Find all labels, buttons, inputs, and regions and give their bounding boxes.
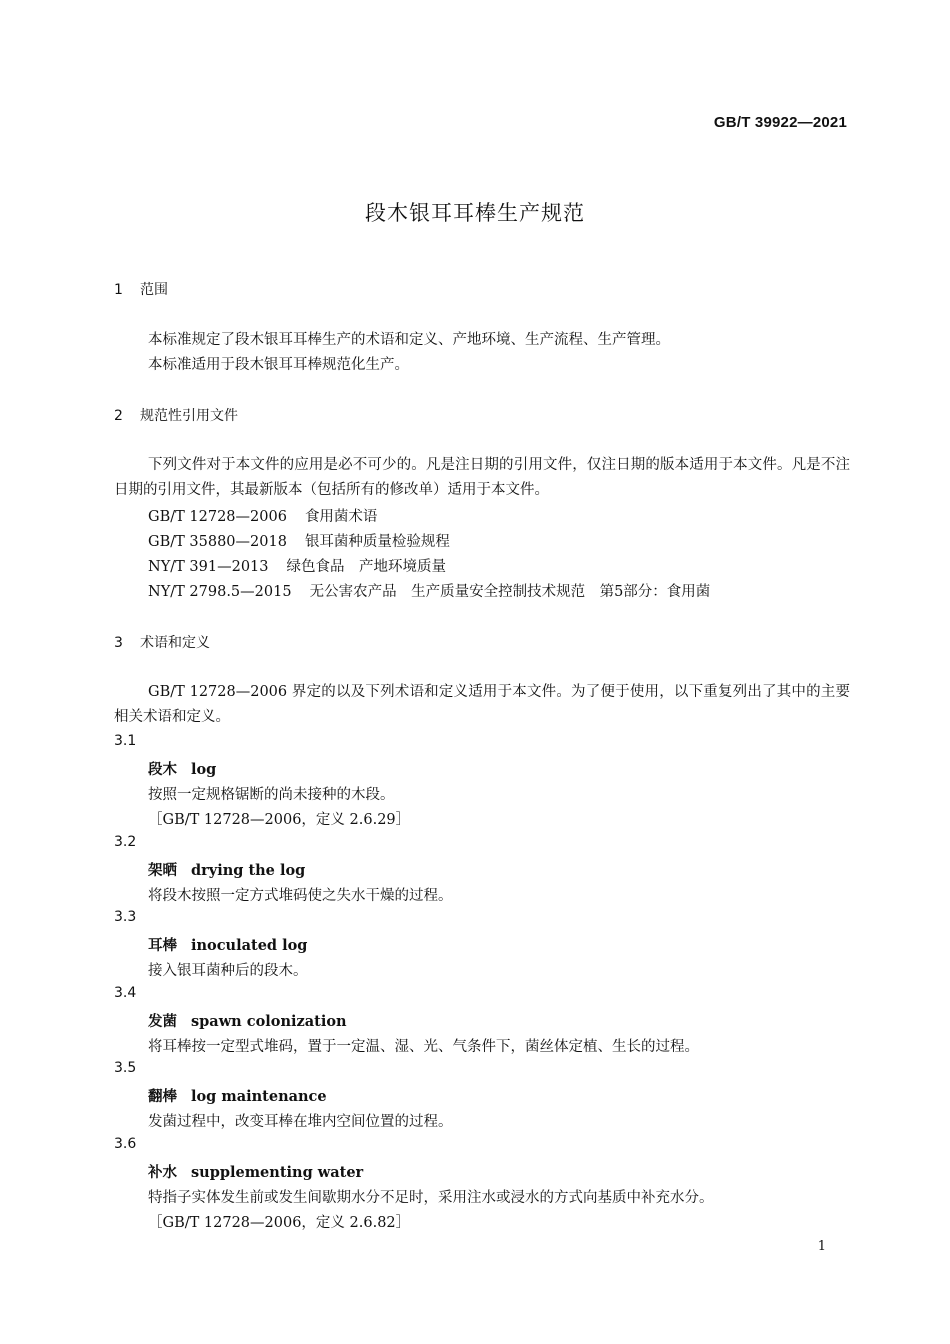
reference-title: 无公害农产品 生产质量安全控制技术规范 第5部分：食用菌: [309, 584, 711, 600]
term-number: 3.4: [114, 985, 137, 1001]
term-name: [148, 758, 216, 779]
section-1-heading: [114, 279, 168, 299]
reference-code: NY/T 391—2013: [148, 559, 269, 575]
page-number: 1: [817, 1239, 826, 1254]
scope-paragraph-2: 本标准适用于段木银耳耳棒规范化生产。: [148, 357, 409, 373]
term-name: [148, 934, 307, 955]
term-chinese: 耳棒: [148, 937, 177, 954]
term-english: spawn colonization: [191, 1013, 347, 1030]
document-title: 段木银耳耳棒生产规范: [365, 201, 585, 225]
term-chinese: 补水: [148, 1164, 177, 1181]
section-number: 3: [114, 635, 123, 651]
reference-title: 绿色食品 产地环境质量: [286, 559, 447, 575]
term-definition: 特指子实体发生前或发生间歇期水分不足时，采用注水或浸水的方式向基质中补充水分。: [148, 1190, 714, 1206]
standard-number: GB/T 39922—2021: [713, 114, 847, 131]
term-chinese: 段木: [148, 761, 177, 778]
section-title: 规范性引用文件: [140, 408, 238, 424]
term-english: log maintenance: [191, 1088, 327, 1105]
reference-item: [148, 505, 377, 526]
term-english: inoculated log: [191, 937, 308, 954]
reference-code: NY/T 2798.5—2015: [148, 584, 292, 600]
reference-item: [148, 580, 710, 601]
term-number: 3.3: [114, 909, 137, 925]
section-title: 术语和定义: [140, 635, 210, 651]
scope-paragraph-1: 本标准规定了段木银耳耳棒生产的术语和定义、产地环境、生产流程、生产管理。: [148, 332, 670, 348]
term-name: [148, 859, 305, 880]
terms-intro: GB/T 12728—2006 界定的以及下列术语和定义适用于本文件。为了便于使用，以下重复列出了其中的主要相关术语和定义。: [114, 684, 850, 725]
term-definition: 接入银耳菌种后的段木。: [148, 963, 308, 979]
term-chinese: 架晒: [148, 862, 177, 879]
term-definition: 按照一定规格锯断的尚未接种的木段。: [148, 787, 395, 803]
reference-item: [148, 555, 446, 576]
term-definition: 发菌过程中，改变耳棒在堆内空间位置的过程。: [148, 1114, 453, 1130]
term-english: supplementing water: [191, 1164, 364, 1181]
references-intro: 下列文件对于本文件的应用是必不可少的。凡是注日期的引用文件，仅注日期的版本适用于本文件。凡是不注日期的引用文件，其最新版本（包括所有的修改单）适用于本文件。: [114, 457, 850, 498]
reference-title: 银耳菌种质量检验规程: [304, 534, 450, 550]
term-source: ［GB/T 12728—2006，定义 2.6.29］: [148, 812, 411, 828]
section-3-heading: [114, 632, 210, 652]
term-source: ［GB/T 12728—2006，定义 2.6.82］: [148, 1215, 411, 1231]
reference-code: GB/T 35880—2018: [148, 534, 287, 550]
section-title: 范围: [140, 282, 168, 298]
term-english: log: [191, 761, 217, 778]
section-2-heading: [114, 405, 238, 425]
reference-code: GB/T 12728—2006: [148, 509, 287, 525]
term-chinese: 翻棒: [148, 1088, 177, 1105]
term-name: [148, 1010, 347, 1031]
term-english: drying the log: [191, 862, 306, 879]
reference-title: 食用菌术语: [304, 509, 378, 525]
term-name: [148, 1161, 363, 1182]
term-definition: 将段木按照一定方式堆码使之失水干燥的过程。: [148, 888, 453, 904]
term-number: 3.6: [114, 1136, 137, 1152]
term-number: 3.5: [114, 1060, 137, 1076]
term-number: 3.1: [114, 733, 137, 749]
section-number: 2: [114, 408, 123, 424]
term-chinese: 发菌: [148, 1013, 177, 1030]
reference-item: [148, 530, 450, 551]
section-number: 1: [114, 282, 123, 298]
term-definition: 将耳棒按一定型式堆码，置于一定温、湿、光、气条件下，菌丝体定植、生长的过程。: [148, 1039, 699, 1055]
term-name: [148, 1085, 327, 1106]
term-number: 3.2: [114, 834, 137, 850]
